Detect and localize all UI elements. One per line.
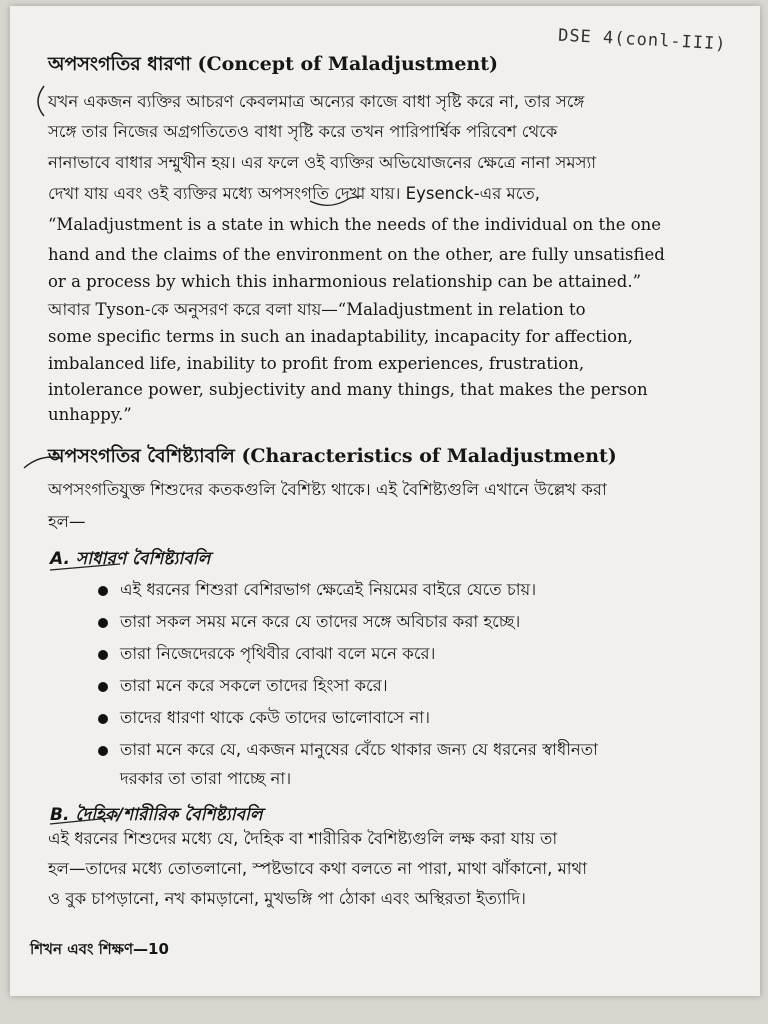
handwritten-pen-marks <box>10 6 760 996</box>
book-page <box>10 6 760 996</box>
paragraph-line: imbalanced life, inability to profit from experiences, frustration, <box>48 354 585 373</box>
paragraph-line: দেখা যায় এবং ওই ব্যক্তির মধ্যে অপসংগতি দেখা যায়। Eysenck-এর মতে, <box>48 184 540 203</box>
subsection-title-general: A. সাধারণ বৈশিষ্ট্যাবলি <box>50 549 211 569</box>
paragraph-line: অপসংগতিযুক্ত শিশুদের কতকগুলি বৈশিষ্ট্য থাকে। এই বৈশিষ্ট্যগুলি এখানে উল্লেখ করা <box>48 480 607 499</box>
paragraph-line: intolerance power, subjectivity and many things, that makes the person <box>48 380 648 399</box>
bullet-item: তাদের ধারণা থাকে কেউ তাদের ভালোবাসে না। <box>98 707 430 729</box>
paragraph-line: নানাভাবে বাধার সম্মুখীন হয়। এর ফলে ওই ব্যক্তির অভিযোজনের ক্ষেত্রে নানা সমস্যা <box>48 153 597 172</box>
paragraph-line: আবার Tyson-কে অনুসরণ করে বলা যায়—“Maladjustment in relation to <box>48 300 586 319</box>
pen-bracket-mark <box>38 86 44 116</box>
subsection-title-physical: B. দৈহিক/শারীরিক বৈশিষ্ট্যাবলি <box>50 805 263 825</box>
page-footer: শিখন এবং শিক্ষণ—10 <box>30 940 169 958</box>
heading-bengali: অপসংগতির বৈশিষ্ট্যাবলি <box>48 445 235 467</box>
heading-english: (Characteristics of Maladjustment) <box>241 445 617 467</box>
paragraph-line: এই ধরনের শিশুদের মধ্যে যে, দৈহিক বা শারীরিক বৈশিষ্ট্যগুলি লক্ষ করা যায় তা <box>48 829 558 848</box>
bullet-item: তারা নিজেদেরকে পৃথিবীর বোঝা বলে মনে করে। <box>98 643 435 665</box>
pen-underline-mark <box>50 564 120 570</box>
paragraph-line: যখন একজন ব্যক্তির আচরণ কেবলমাত্র অন্যের কাজে বাধা সৃষ্টি করে না, তার সঙ্গে <box>48 92 585 111</box>
heading-english: (Concept of Maladjustment) <box>197 53 499 75</box>
handwritten-margin-note: DSE 4(conl-III) <box>557 25 727 55</box>
paragraph-line: হল—তাদের মধ্যে তোতলানো, স্পষ্টভাবে কথা বলতে না পারা, মাথা ঝাঁকানো, মাথা <box>48 859 587 878</box>
bullet-continuation: দরকার তা তারা পাচ্ছে না। <box>120 769 292 788</box>
bullet-item: তারা মনে করে সকলে তাদের হিংসা করে। <box>98 675 388 697</box>
pen-check-mark <box>24 457 60 468</box>
paragraph-line: সঙ্গে তার নিজের অগ্রগতিতেও বাধা সৃষ্টি করে তখন পারিপার্শ্বিক পরিবেশ থেকে <box>48 122 558 141</box>
bullet-item: তারা সকল সময় মনে করে যে তাদের সঙ্গে অবিচার করা হচ্ছে। <box>98 611 520 633</box>
paragraph-line: hand and the claims of the environment on the other, are fully unsatisfied <box>48 245 665 264</box>
bullet-item: তারা মনে করে যে, একজন মানুষের বেঁচে থাকার জন্য যে ধরনের স্বাধীনতা <box>98 739 598 761</box>
paragraph-line: or a process by which this inharmonious relationship can be attained.” <box>48 272 642 291</box>
paragraph-line: “Maladjustment is a state in which the needs of the individual on the one <box>48 215 662 234</box>
bullet-item: এই ধরনের শিশুরা বেশিরভাগ ক্ষেত্রেই নিয়মের বাইরে যেতে চায়। <box>98 579 536 601</box>
paragraph-line: হল— <box>48 512 86 531</box>
paragraph-line: ও বুক চাপড়ানো, নখ কামড়ানো, মুখভঙ্গি পা ঠোকা এবং অস্থিরতা ইত্যাদি। <box>48 889 526 908</box>
paragraph-line: unhappy.” <box>48 405 132 424</box>
paragraph-line: some specific terms in such an inadaptability, incapacity for affection, <box>48 327 633 346</box>
pen-underline-mark <box>310 196 362 205</box>
heading-bengali: অপসংগতির ধারণা <box>48 53 191 75</box>
pen-underline-mark <box>50 818 110 824</box>
